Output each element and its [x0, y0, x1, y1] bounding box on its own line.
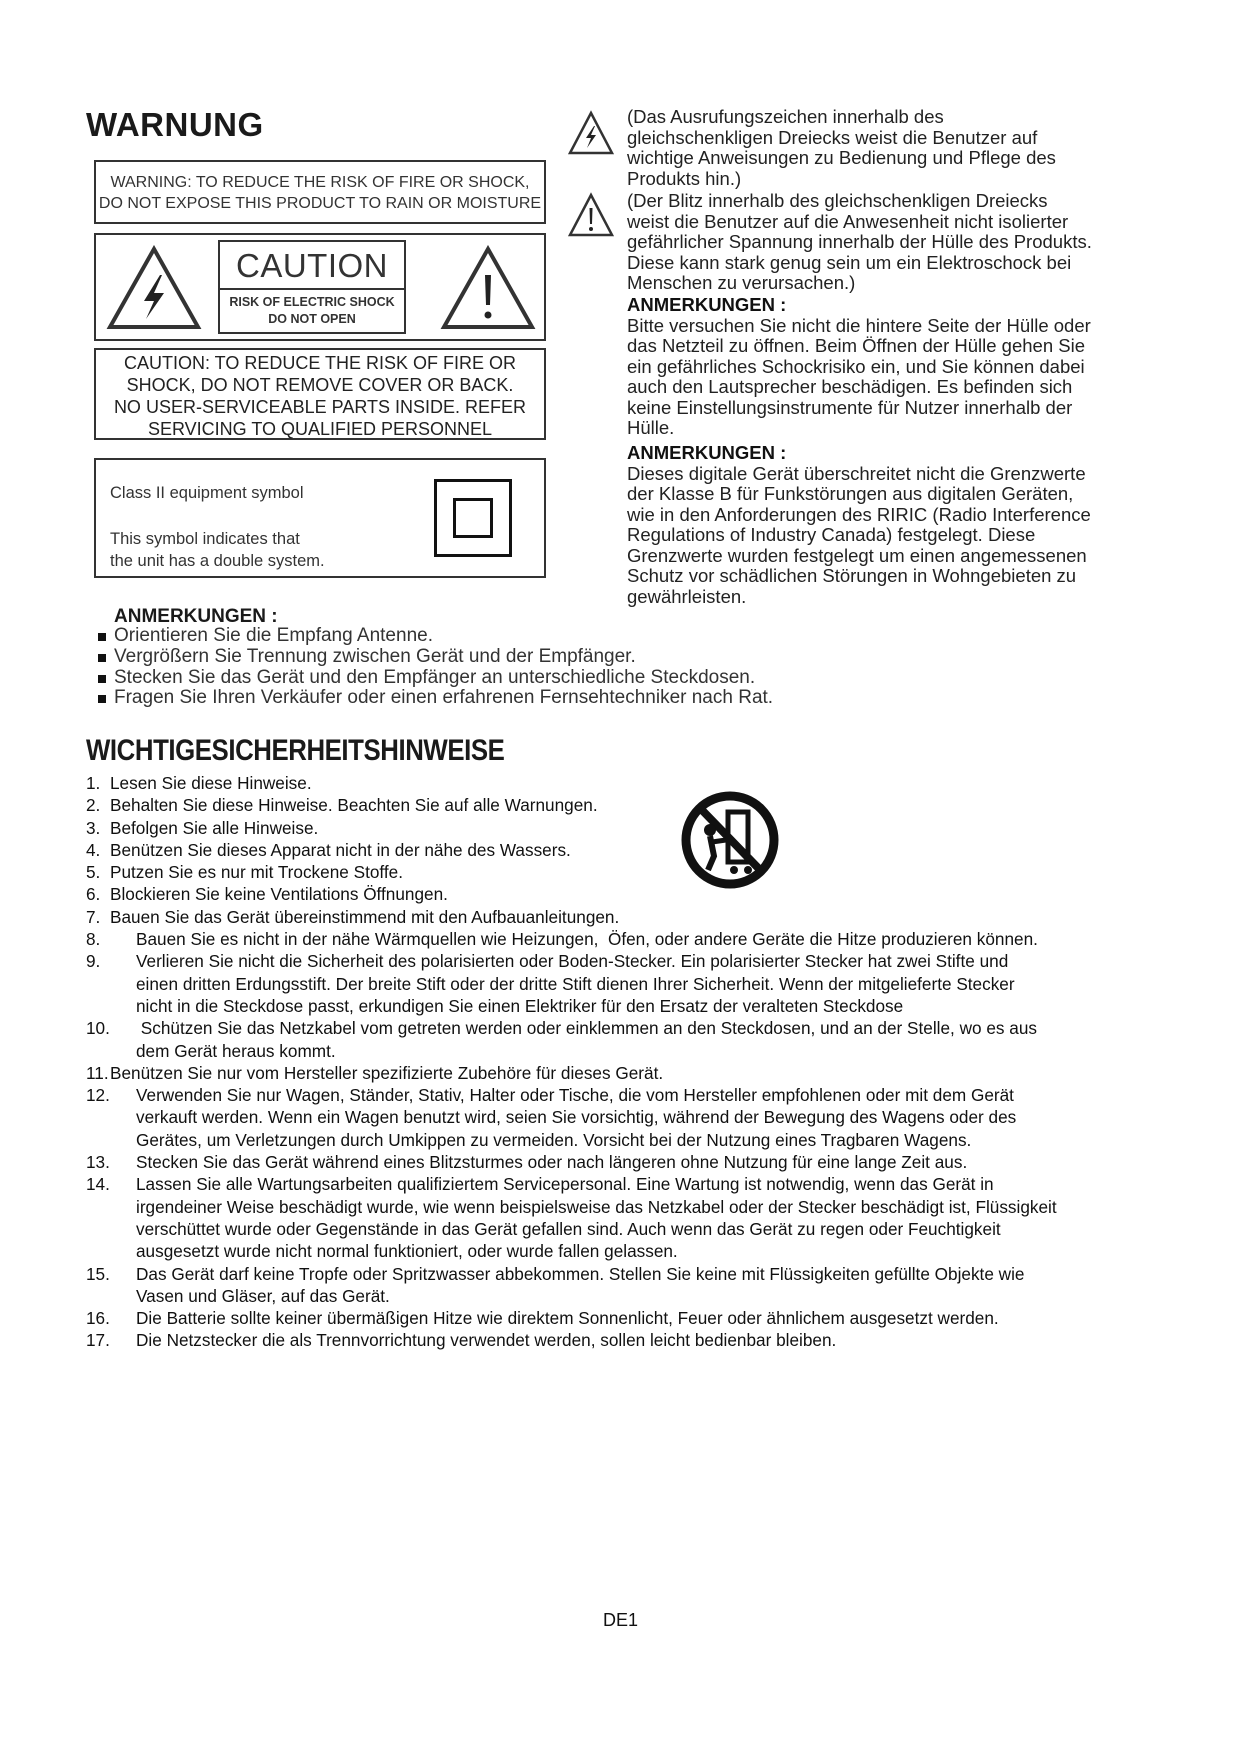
item-text-line: Benützen Sie dieses Apparat nicht in der nähe des Wassers. — [110, 839, 571, 860]
item-number: 11. — [86, 1062, 109, 1083]
item-number: 5. — [86, 862, 101, 883]
bullet-list — [96, 626, 773, 709]
item-text-line: nicht in die Steckdose passt, erkundigen Sie einen Elektriker für den Ersatz der veralteten Steckdose — [136, 995, 904, 1016]
item-number: 6. — [86, 884, 101, 905]
caution-sub: RISK OF ELECTRIC SHOCK — [229, 295, 395, 309]
caution-label-box — [94, 233, 546, 341]
note-line: auch den Lautsprecher beschädigen. Es befinden sich — [627, 376, 1073, 397]
list-item — [86, 950, 1196, 1017]
list-item — [86, 861, 1196, 883]
caution-text-box — [94, 348, 546, 440]
list-item: Orientieren Sie die Empfang Antenne. — [96, 626, 773, 647]
exclamation-triangle-icon — [568, 192, 614, 238]
double-square-icon — [434, 479, 512, 557]
note-line: weist die Benutzer auf die Anwesenheit nicht isolierter — [627, 210, 1069, 232]
class2-title: Class II equipment symbol — [110, 484, 304, 502]
item-text-line: Die Batterie sollte keiner übermäßigen Hitze wie direktem Sonnenlicht, Feuer oder ähnlichem ausgesetzt werden. — [136, 1308, 999, 1329]
item-text-line: ausgesetzt wurde nicht normal funktioniert, oder wurde fallen gelassen. — [136, 1241, 678, 1262]
item-number: 12. — [86, 1085, 110, 1106]
list-item: Stecken Sie das Gerät und den Empfänger an unterschiedliche Steckdosen. — [96, 668, 773, 689]
list-item — [86, 906, 1196, 928]
item-text-line: Stecken Sie das Gerät während eines Blitzsturmes oder nach längeren ohne Nutzung für eine lange Zeit aus. — [136, 1152, 968, 1173]
note-line: Bitte versuchen Sie nicht die hintere Seite der Hülle oder — [627, 314, 1091, 336]
item-text-line: Lassen Sie alle Wartungsarbeiten qualifiziertem Servicepersonal. Eine Wartung ist notwendig, wenn das Gerät in — [136, 1174, 994, 1195]
note-line: keine Einstellungsinstrumente für Nutzer innerhalb der — [627, 396, 1073, 418]
class2-desc-line: This symbol indicates that — [110, 530, 300, 548]
item-text-line: Behalten Sie diese Hinweise. Beachten Sie auf alle Warnungen. — [110, 795, 598, 816]
note-line: wichtige Anweisungen zu Bedienung und Pflege des — [627, 147, 1056, 168]
list-item — [86, 928, 1196, 950]
note-line: Dieses digitale Gerät überschreitet nicht die Grenzwerte — [627, 462, 1086, 484]
warnung-title: WARNUNG — [86, 106, 264, 143]
caution-text-line: CAUTION: TO REDUCE THE RISK OF FIRE OR — [123, 353, 517, 373]
item-number: 17. — [86, 1330, 110, 1351]
list-item — [86, 1307, 1196, 1329]
warning-line: WARNING: TO REDUCE THE RISK OF FIRE OR SHOCK, — [110, 174, 530, 191]
item-text-line: Verlieren Sie nicht die Sicherheit des polarisierten oder Boden-Stecker. Ein polarisierter Stecker hat zwei Stifte und — [136, 951, 1009, 972]
class2-box — [94, 458, 546, 578]
note-line: gleichschenkligen Dreiecks weist die Benutzer auf — [627, 126, 1038, 148]
item-text-line: Befolgen Sie alle Hinweise. — [110, 817, 319, 838]
note-line: Produkts hin.) — [627, 167, 742, 189]
item-text-line: irgendeiner Weise beschädigt wurde, wie wenn beispielsweise das Netzkabel oder der Stecker beschädigt ist, Flüssigkeit — [136, 1196, 1057, 1217]
item-number: 10. — [86, 1018, 110, 1039]
item-number: 7. — [86, 906, 101, 927]
list-item — [86, 1151, 1196, 1173]
item-number: 8. — [86, 929, 101, 950]
list-item — [86, 1263, 1196, 1308]
anmerkungen-block-1 — [627, 295, 1091, 439]
item-number: 4. — [86, 839, 101, 860]
note-line: (Das Ausrufungszeichen innerhalb des — [627, 106, 944, 127]
item-text-line: Das Gerät darf keine Tropfe oder Spritzwasser abbekommen. Stellen Sie keine mit Flüssigkeiten gefüllte Objekte wie — [136, 1263, 1025, 1284]
list-item — [86, 817, 1196, 839]
note-line: der Klasse B für Funkstörungen aus digitalen Geräten, — [627, 483, 1074, 504]
item-text-line: Verwenden Sie nur Wagen, Ständer, Stativ, Halter oder Tische, die vom Hersteller empfohlenen oder mit dem Gerät — [136, 1085, 1014, 1106]
caution-sub: DO NOT OPEN — [268, 312, 356, 326]
item-text-line: Benützen Sie nur vom Hersteller spezifizierte Zubehöre für dieses Gerät. — [110, 1062, 664, 1083]
item-text-line: Bauen Sie es nicht in der nähe Wärmquellen wie Heizungen, Öfen, oder andere Geräte die Hitze produzieren können. — [136, 929, 1038, 950]
caution-word: CAUTION — [220, 242, 404, 290]
lightning-triangle-icon — [568, 110, 614, 156]
note-line: ein gefährliches Schockrisiko ein, und Sie können dabei — [627, 355, 1085, 377]
list-item — [86, 1017, 1196, 1062]
list-item — [86, 772, 1196, 794]
note-line: Diese kann stark genug sein um ein Elektroschock bei — [627, 251, 1072, 273]
item-text-line: verkauft werden. Wenn ein Wagen benutzt wird, seien Sie vorsichtig, während der Bewegung des Wagens oder des — [136, 1107, 1017, 1128]
warning-box — [94, 160, 546, 224]
caution-text-line: NO USER-SERVICEABLE PARTS INSIDE. REFER — [113, 397, 527, 417]
page-number: DE1 — [602, 1610, 638, 1630]
item-number: 15. — [86, 1263, 110, 1284]
note-line: Hülle. — [627, 417, 675, 438]
anmerkungen-heading: ANMERKUNGEN : — [114, 606, 278, 627]
note-line: (Der Blitz innerhalb des gleichschenkligen Dreiecks — [627, 190, 1048, 211]
item-text-line: dem Gerät heraus kommt. — [136, 1040, 336, 1061]
item-number: 14. — [86, 1174, 110, 1195]
item-text-line: verschüttet wurde oder Gegenstände in das Gerät gefallen sind. Auch wenn das Gerät zu regen oder Feuchtigkeit — [136, 1218, 1001, 1239]
safety-title: WICHTIGESICHERHEITSHINWEISE — [86, 734, 505, 767]
note-line: Grenzwerte wurden festgelegt um einen angemessenen — [627, 544, 1087, 566]
class2-desc — [110, 528, 325, 572]
note-line: gefährlicher Spannung innerhalb der Hülle des Produkts. — [627, 231, 1092, 252]
item-text-line: Die Netzstecker die als Trennvorrichtung verwendet werden, sollen leicht bedienbar bleiben. — [136, 1330, 837, 1351]
caution-text-line: SERVICING TO QUALIFIED PERSONNEL — [147, 419, 493, 439]
anmerkungen-heading: ANMERKUNGEN : — [627, 294, 787, 315]
item-number: 16. — [86, 1308, 110, 1329]
list-item — [86, 1329, 1196, 1351]
note-line: Menschen zu verursachen.) — [627, 272, 856, 293]
item-text-line: Vasen und Gläser, auf das Gerät. — [136, 1285, 390, 1306]
list-item: Fragen Sie Ihren Verkäufer oder einen erfahrenen Fernsehtechniker nach Rat. — [96, 688, 773, 709]
list-item — [86, 1173, 1196, 1262]
item-text-line: einen dritten Erdungsstift. Der breite Stift oder der dritte Stift dienen Ihrer Sicherheit. Wenn der mitgelieferte Stecker — [136, 973, 1015, 994]
item-text-line: Bauen Sie das Gerät übereinstimmend mit den Aufbauanleitungen. — [110, 906, 620, 927]
item-text-line: Putzen Sie es nur mit Trockene Stoffe. — [110, 862, 403, 883]
list-item — [86, 839, 1196, 861]
list-item — [86, 1062, 1196, 1084]
class2-desc-line: the unit has a double system. — [110, 552, 325, 570]
warning-line: DO NOT EXPOSE THIS PRODUCT TO RAIN OR MOISTURE — [98, 195, 542, 212]
item-number: 13. — [86, 1152, 110, 1173]
item-text-line: Blockieren Sie keine Ventilations Öffnungen. — [110, 884, 448, 905]
exclamation-note — [627, 107, 1056, 189]
note-line: wie in den Anforderungen des RIRIC (Radio Interference — [627, 503, 1091, 525]
list-item: Vergrößern Sie Trennung zwischen Gerät und der Empfänger. — [96, 647, 773, 668]
caution-label — [218, 240, 406, 334]
exclamation-triangle-icon — [440, 245, 536, 331]
list-item — [86, 1084, 1196, 1151]
item-number: 3. — [86, 817, 101, 838]
item-text-line: Schützen Sie das Netzkabel vom getreten werden oder einklemmen an den Steckdosen, und an der Stelle, wo es aus — [136, 1018, 1037, 1039]
anmerkungen-block-2 — [627, 443, 1091, 607]
list-item — [86, 883, 1196, 905]
item-number: 9. — [86, 951, 101, 972]
item-number: 1. — [86, 773, 101, 793]
lightning-note — [627, 191, 1092, 294]
lightning-triangle-icon — [106, 245, 202, 331]
item-number: 2. — [86, 795, 101, 816]
note-line: Schutz vor schädlichen Störungen in Wohngebieten zu — [627, 565, 1077, 586]
item-text-line: Lesen Sie diese Hinweise. — [110, 773, 312, 793]
item-text-line: Gerätes, um Verletzungen durch Umkippen zu vermeiden. Vorsicht bei der Nutzung eines Tragbaren Wagens. — [136, 1129, 972, 1150]
note-line: gewährleisten. — [627, 585, 747, 607]
safety-list — [86, 772, 1196, 1352]
note-line: das Netzteil zu öffnen. Beim Öffnen der Hülle gehen Sie — [627, 335, 1085, 356]
anmerkungen-heading: ANMERKUNGEN : — [627, 442, 787, 463]
note-line: Regulations of Industry Canada) festgelegt. Diese — [627, 524, 1036, 545]
list-item — [86, 794, 1196, 816]
caution-text-line: SHOCK, DO NOT REMOVE COVER OR BACK. — [126, 375, 514, 395]
